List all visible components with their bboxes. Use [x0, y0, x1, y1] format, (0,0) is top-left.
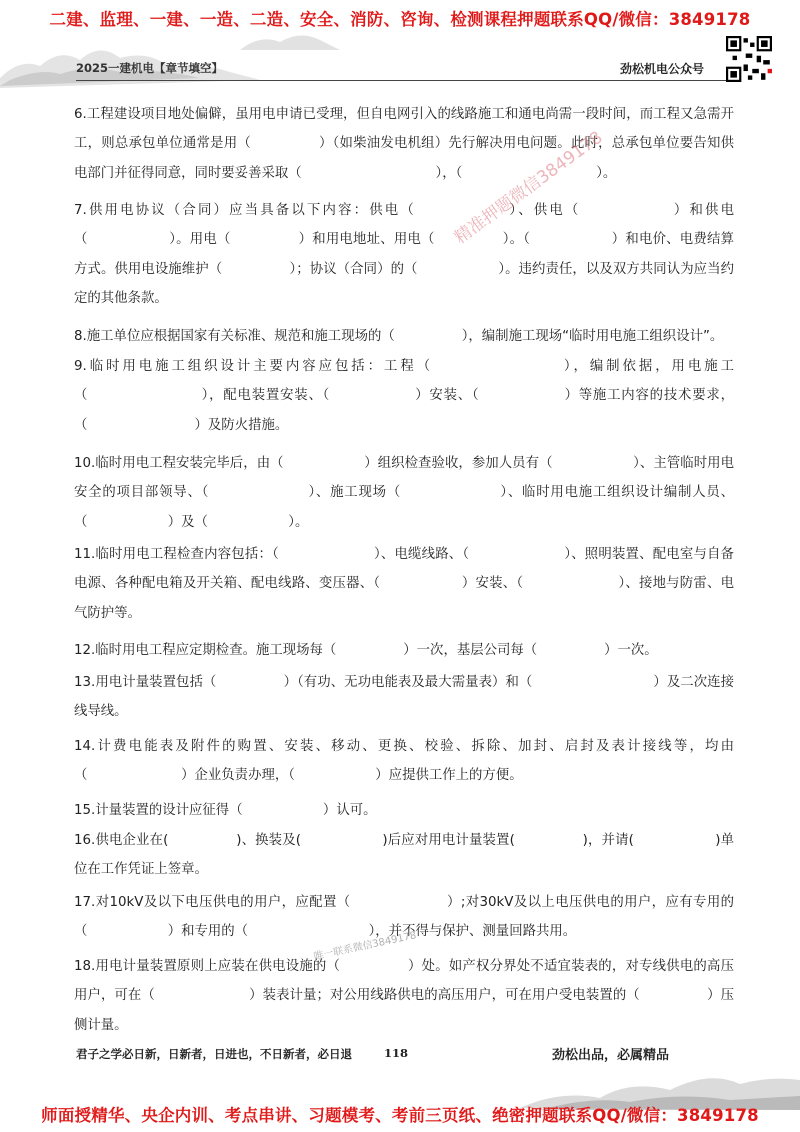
bottom-banner: 师面授精华、央企内训、考点串讲、习题模考、考前三页纸、绝密押题联系QQ/微信：3849178 — [41, 1106, 759, 1125]
question-8: 8.施工单位应根据国家有关标准、规范和施工现场的（ ），编制施工现场“临时用电施工组织设计”。 — [74, 329, 724, 344]
header-left: 2025一建机电【章节填空】 — [76, 61, 224, 75]
question-15: 15.计量装置的设计应征得（ ）认可。 — [74, 803, 377, 818]
header-divider — [76, 80, 726, 81]
ink-mountain-top-right — [240, 24, 340, 54]
question-7: 7.供用电协议（合同）应当具备以下内容：供电（ ）、供电（ ）和供电（ ）。用电（ ）和用电地址、用电（ ）。（ ）和电价、电费结算方式。供用电设施维护（ ）；协议（合同）的（ ）。违约责任，以及双方共同认为应当约定的其他条款。 — [74, 203, 734, 306]
question-12: 12.临时用电工程应定期检查。施工现场每（ ）一次，基层公司每（ ）一次。 — [74, 643, 658, 658]
watermark-pink: 精准押题微信3849178 — [450, 127, 607, 249]
question-9: 9.临时用电施工组织设计主要内容应包括：工程（ ），编制依据，用电施工（ ），配电装置安装、（ ）安装、（ ）等施工内容的技术要求，（ ）及防火措施。 — [74, 359, 734, 433]
question-11: 11.临时用电工程检查内容包括：（ ）、电缆线路、（ ）、照明装置、配电室与自备电源、各种配电箱及开关箱、配电线路、变压器、（ ）安装、（ ）、接地与防雷、电气防护等。 — [74, 547, 734, 621]
footer-slogan: 劲松出品，必属精品 — [552, 1048, 670, 1063]
header-right: 劲松机电公众号 — [620, 62, 705, 76]
question-14: 14.计费电能表及附件的购置、安装、移动、更换、校验、拆除、加封、启封及表计接线等，均由（ ）企业负责办理，（ ）应提供工作上的方便。 — [74, 739, 734, 784]
qr-code-icon — [726, 36, 772, 82]
question-18: 18.用电计量装置原则上应装在供电设施的（ ）处。如产权分界处不适宜装表的，对专线供电的高压用户，可在（ ）装表计量；对公用线路供电的高压用户，可在用户受电装置的（ ）压侧计量。 — [74, 959, 734, 1033]
watermark-gray: 唯一联系微信3849178 — [312, 930, 418, 963]
question-17: 17.对10kV及以下电压供电的用户，应配置（ ）;对30kV及以上电压供电的用户，应有专用的（ ）和专用的（ ），并不得与保护、测量回路共用。 — [74, 895, 734, 940]
question-10: 10.临时用电工程安装完毕后，由（ ）组织检查验收，参加人员有（ ）、主管临时用电安全的项目部领导、（ ）、施工现场（ ）、临时用电施工组织设计编制人员、（ ）及（ ）。 — [74, 456, 734, 530]
ink-mountain-top-left — [0, 28, 260, 88]
question-6: 6.工程建设项目地处偏僻，虽用电申请已受理，但自电网引入的线路施工和通电尚需一段时间，而工程又急需开工，则总承包单位通常是用（ ）（如柴油发电机组）先行解决用电问题。此时，总承包单位要告知供电部门并征得同意，同时要妥善采取（ ），（ ）。 — [74, 107, 734, 181]
top-banner: 二建、监理、一建、一造、二造、安全、消防、咨询、检测课程押题联系QQ/微信：3849178 — [49, 10, 751, 29]
footer-motto: 君子之学必日新，日新者，日进也，不日新者，必日退 — [76, 1047, 352, 1061]
question-13: 13.用电计量装置包括（ ）（有功、无功电能表及最大需量表）和（ ）及二次连接线导线。 — [74, 675, 734, 720]
question-16: 16.供电企业在( )、换装及( )后应对用电计量装置( )，并请( )单位在工作凭证上签章。 — [74, 833, 734, 878]
page-number: 118 — [384, 1046, 409, 1060]
